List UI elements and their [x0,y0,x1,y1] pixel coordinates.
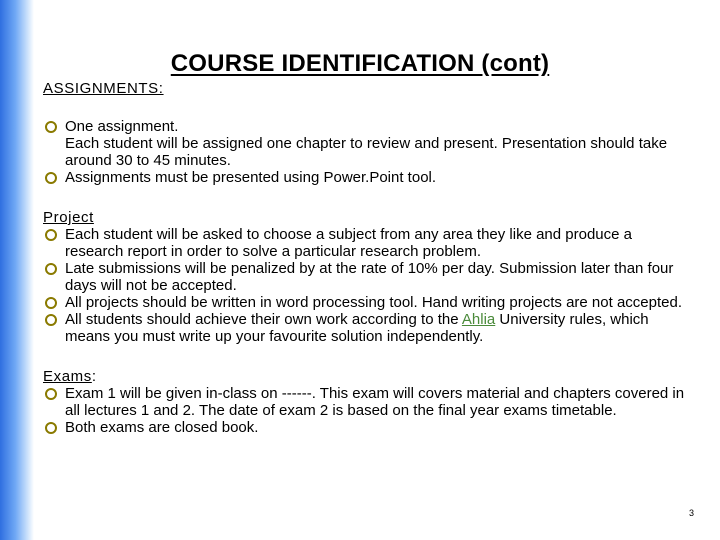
exams-heading: Exams [43,368,92,385]
bullet-ring-icon [45,297,57,309]
bullet-ring-icon [45,121,57,133]
bullet-ring-icon [45,172,57,184]
slide-title: COURSE IDENTIFICATION (cont) [170,50,550,77]
bullet-ring-icon [45,388,57,400]
slide-content [43,80,693,436]
project-heading: Project [43,209,94,226]
bullet-ring-icon [45,314,57,326]
list-item: All projects should be written in word processing tool. Hand writing projects are not accepted. [43,294,693,311]
list-item: One assignment. Each student will be assigned one chapter to review and present. Presentation should take around 30 to 45 minutes. [43,118,693,169]
list-item: Both exams are closed book. [43,419,693,436]
list-item: Each student will be asked to choose a subject from any area they like and produce a research report in order to solve a particular research problem. [43,226,693,260]
decorative-side-bar [0,0,34,540]
bullet-ring-icon [45,422,57,434]
assignments-section [43,80,693,186]
project-list [43,226,693,345]
list-item: Late submissions will be penalized by at the rate of 10% per day. Submission later than four days will not be accepted. [43,260,693,294]
university-link[interactable]: Ahlia [461,311,496,328]
exams-list [43,385,693,436]
list-item: Assignments must be presented using Power.Point tool. [43,169,693,186]
page-number: 3 [688,508,694,518]
list-item: All students should achieve their own work according to the Ahlia University rules, which means you must write up your favourite solution independently. [43,311,693,345]
assignments-heading: ASSIGNMENTS: [43,80,164,97]
project-section [43,209,693,345]
bullet-ring-icon [45,263,57,275]
list-item: Exam 1 will be given in-class on ------. This exam will covers material and chapters covered in all lectures 1 and 2. The date of exam 2 is based on the final year exams timetable. [43,385,693,419]
assignments-list [43,118,693,186]
exams-heading-row: Exams: [43,368,97,385]
bullet-ring-icon [45,229,57,241]
exams-section [43,368,693,436]
